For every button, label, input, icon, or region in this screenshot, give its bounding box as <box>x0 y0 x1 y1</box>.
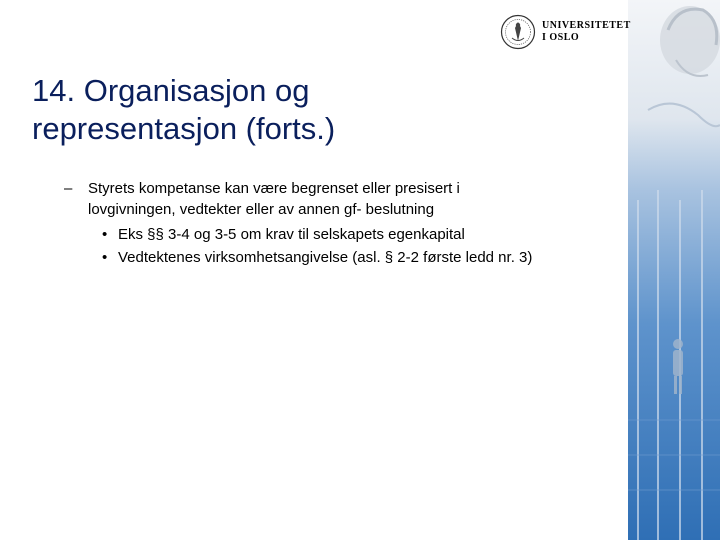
title-line-1: 14. Organisasjon og <box>32 73 310 108</box>
bullet-list <box>64 223 624 269</box>
bullet-marker: • <box>102 226 108 243</box>
logo-line-1: UNIVERSITETET <box>542 20 631 31</box>
bullet-text: Eks §§ 3-4 og 3-5 om krav til selskapets egenkapital <box>118 226 465 243</box>
slide-title <box>32 72 612 148</box>
bullet-item <box>64 246 624 269</box>
dash-marker: – <box>64 180 73 197</box>
dash-item <box>64 178 624 220</box>
slide-body <box>64 178 624 269</box>
dash-line-1: Styrets kompetanse kan være begrenset eller presisert i <box>88 180 460 197</box>
university-logo <box>500 12 631 52</box>
decorative-side-band <box>628 0 720 540</box>
logo-line-2: I OSLO <box>542 32 580 43</box>
side-band-illustration <box>628 0 720 540</box>
bullet-item <box>64 223 624 246</box>
bullet-marker: • <box>102 249 108 266</box>
title-line-2: representasjon (forts.) <box>32 111 336 146</box>
bullet-text: Vedtektenes virksomhetsangivelse (asl. § 2-2 første ledd nr. 3) <box>118 249 533 266</box>
seal-icon <box>500 14 536 50</box>
dash-line-2: lovgivningen, vedtekter eller av annen gf- beslutning <box>88 201 435 218</box>
